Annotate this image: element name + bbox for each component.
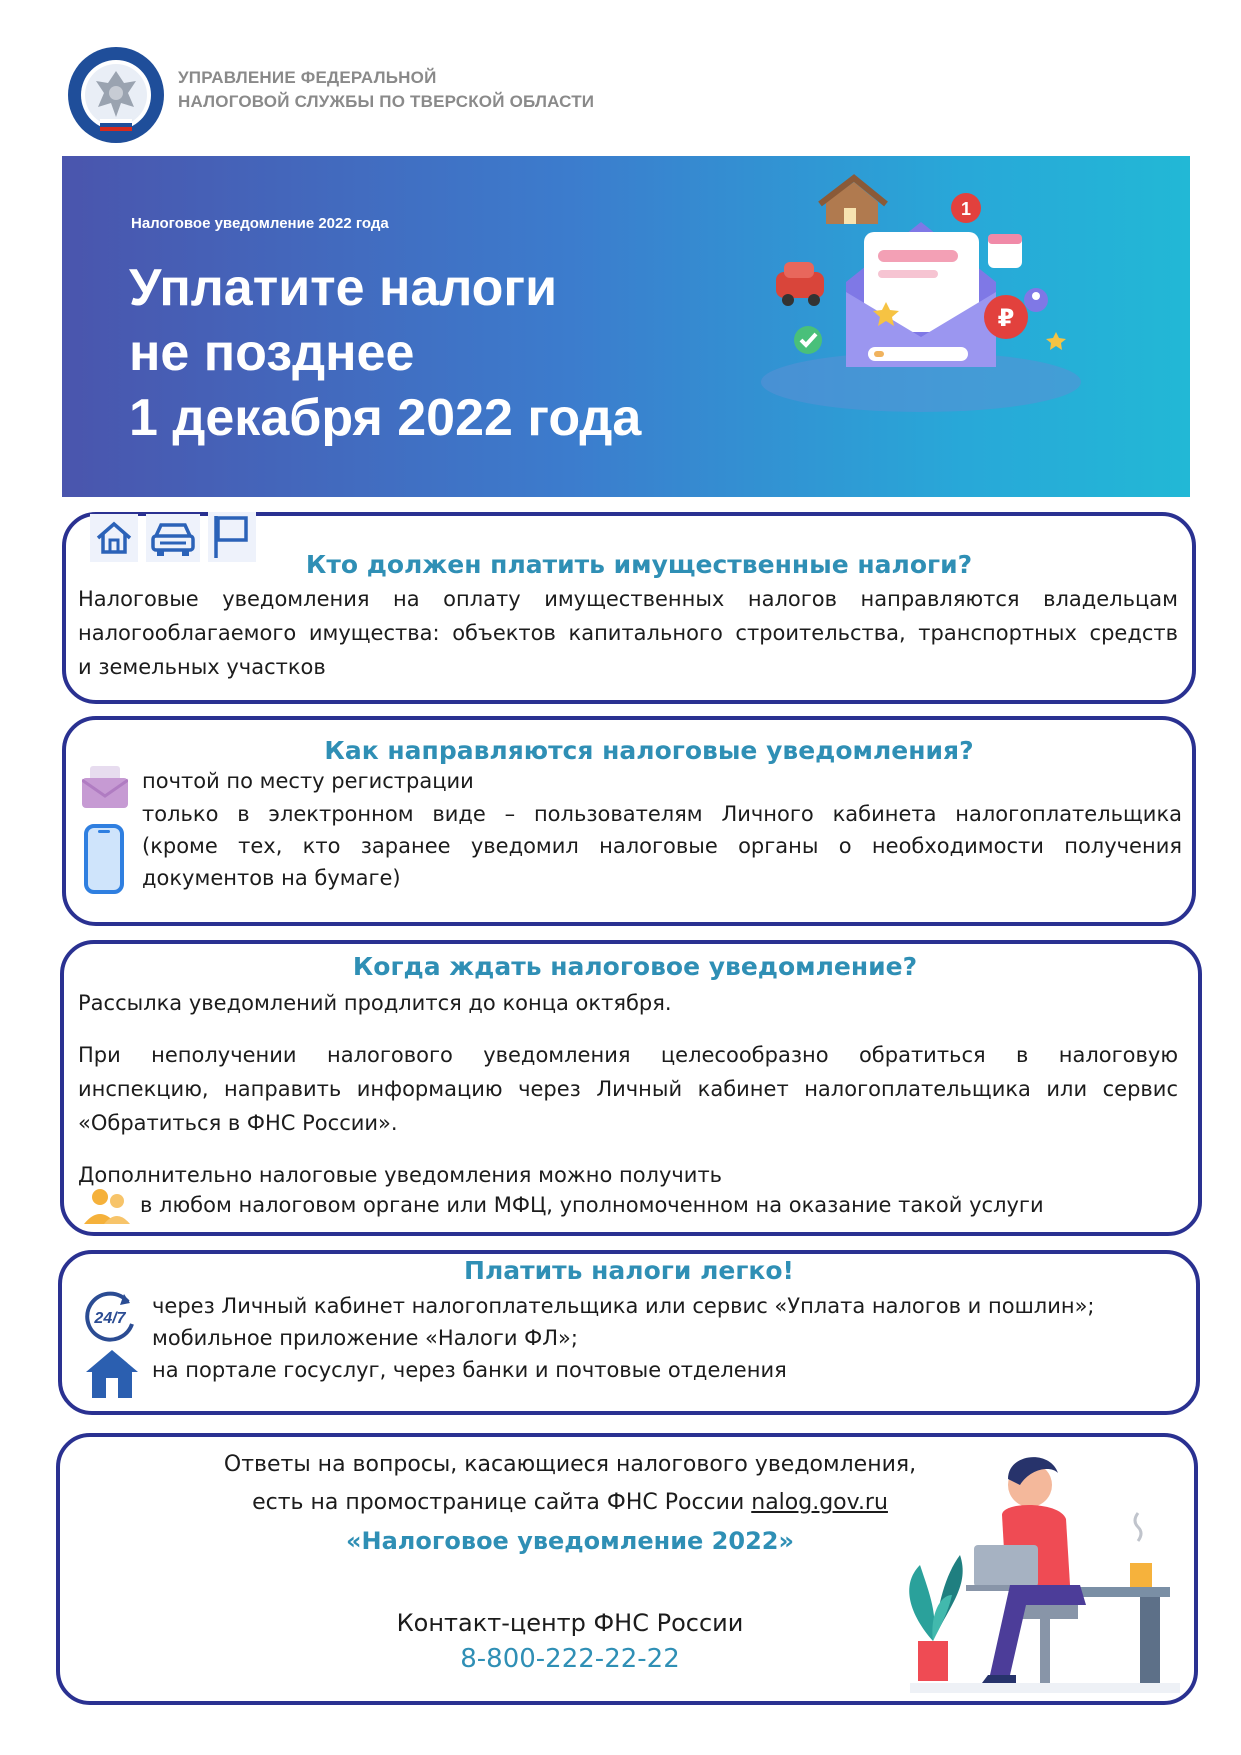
who-pays-card <box>62 512 1196 704</box>
banner-kicker: Налоговое уведомление 2022 года <box>131 215 389 232</box>
svg-text:₽: ₽ <box>997 304 1015 332</box>
how-sent-text <box>142 764 1182 894</box>
electronic-line3: документов на бумаге) <box>142 866 401 890</box>
phone-number[interactable]: 8-800-222-22-22 <box>460 1644 680 1674</box>
org-name <box>178 66 594 114</box>
when-wait-p1: Рассылка уведомлений продлится до конца октября. <box>78 991 672 1015</box>
smartphone-icon <box>84 824 124 894</box>
banner-title <box>129 256 641 451</box>
man-with-laptop-illustration <box>890 1445 1196 1703</box>
contact-center-label: Контакт-центр ФНС России <box>396 1609 744 1637</box>
banner-title-line3: 1 декабря 2022 года <box>129 389 642 447</box>
org-name-line2: НАЛОГОВОЙ СЛУЖБЫ ПО ТВЕРСКОЙ ОБЛАСТИ <box>178 92 595 111</box>
when-wait-p2-line2: инспекцию, направить информацию через Личный кабинет налогоплательщика или сервис <box>78 1077 1178 1101</box>
who-pays-line2: налогооблагаемого имущества: объектов капитального строительства, транспортных средств <box>78 621 1178 645</box>
pay-easy-line3: на портале госуслуг, через банки и почтовые отделения <box>152 1358 787 1382</box>
when-wait-p2 <box>78 1038 1178 1140</box>
pay-easy-card <box>58 1250 1200 1415</box>
how-sent-card <box>62 716 1196 926</box>
who-pays-line1: Налоговые уведомления на оплату имущественных налогов направляются владельцам <box>78 587 1178 611</box>
site-link[interactable]: nalog.gov.ru <box>751 1490 888 1515</box>
fns-emblem-logo <box>66 45 166 145</box>
mail-text: почтой по месту регистрации <box>142 769 474 793</box>
when-wait-p4: в любом налоговом органе или МФЦ, уполномоченном на оказание такой услуги <box>140 1193 1044 1217</box>
clock-24-7-icon <box>84 1290 138 1344</box>
how-sent-title: Как направляются налоговые уведомления? <box>324 736 974 765</box>
pay-easy-line2: мобильное приложение «Налоги ФЛ»; <box>152 1326 578 1350</box>
who-pays-text <box>78 582 1178 684</box>
people-icon <box>84 1188 130 1224</box>
pay-easy-title: Платить налоги легко! <box>464 1256 794 1285</box>
promo-name: «Налоговое уведомление 2022» <box>346 1527 794 1555</box>
electronic-line1: только в электронном виде – пользователям Личного кабинета налогоплательщика <box>142 802 1182 826</box>
when-wait-p2-line3: «Обратиться в ФНС России». <box>78 1111 398 1135</box>
pay-easy-line1: через Личный кабинет налогоплательщика или сервис «Уплата налогов и пошлин»; <box>152 1294 1095 1318</box>
clock-text: 24/7 <box>94 1310 126 1327</box>
answers-line1: Ответы на вопросы, касающиеся налогового уведомления, <box>223 1452 917 1477</box>
who-pays-title: Кто должен платить имущественные налоги? <box>305 550 973 579</box>
notification-envelope-illustration <box>756 172 1086 422</box>
house-icon <box>84 1348 140 1398</box>
who-pays-line3: и земельных участков <box>78 655 326 679</box>
pay-easy-text <box>152 1290 1182 1386</box>
when-wait-p2-line1: При неполучении налогового уведомления целесообразно обратиться в налоговую <box>78 1043 1178 1067</box>
badge-number: 1 <box>960 199 972 219</box>
answers-line2-prefix: есть на промостранице сайта ФНС России <box>252 1490 752 1515</box>
contacts-card <box>56 1433 1198 1705</box>
electronic-line2: (кроме тех, кто заранее уведомил налоговые органы о необходимости получения <box>142 834 1182 858</box>
envelope-icon <box>82 766 128 808</box>
banner-title-line2: не позднее <box>129 324 415 382</box>
org-name-line1: УПРАВЛЕНИЕ ФЕДЕРАЛЬНОЙ <box>178 68 437 87</box>
banner-title-line1: Уплатите налоги <box>129 259 558 317</box>
when-wait-title: Когда ждать налоговое уведомление? <box>352 952 918 981</box>
when-wait-p3: Дополнительно налоговые уведомления можно получить <box>78 1163 723 1187</box>
when-wait-card <box>60 940 1202 1236</box>
